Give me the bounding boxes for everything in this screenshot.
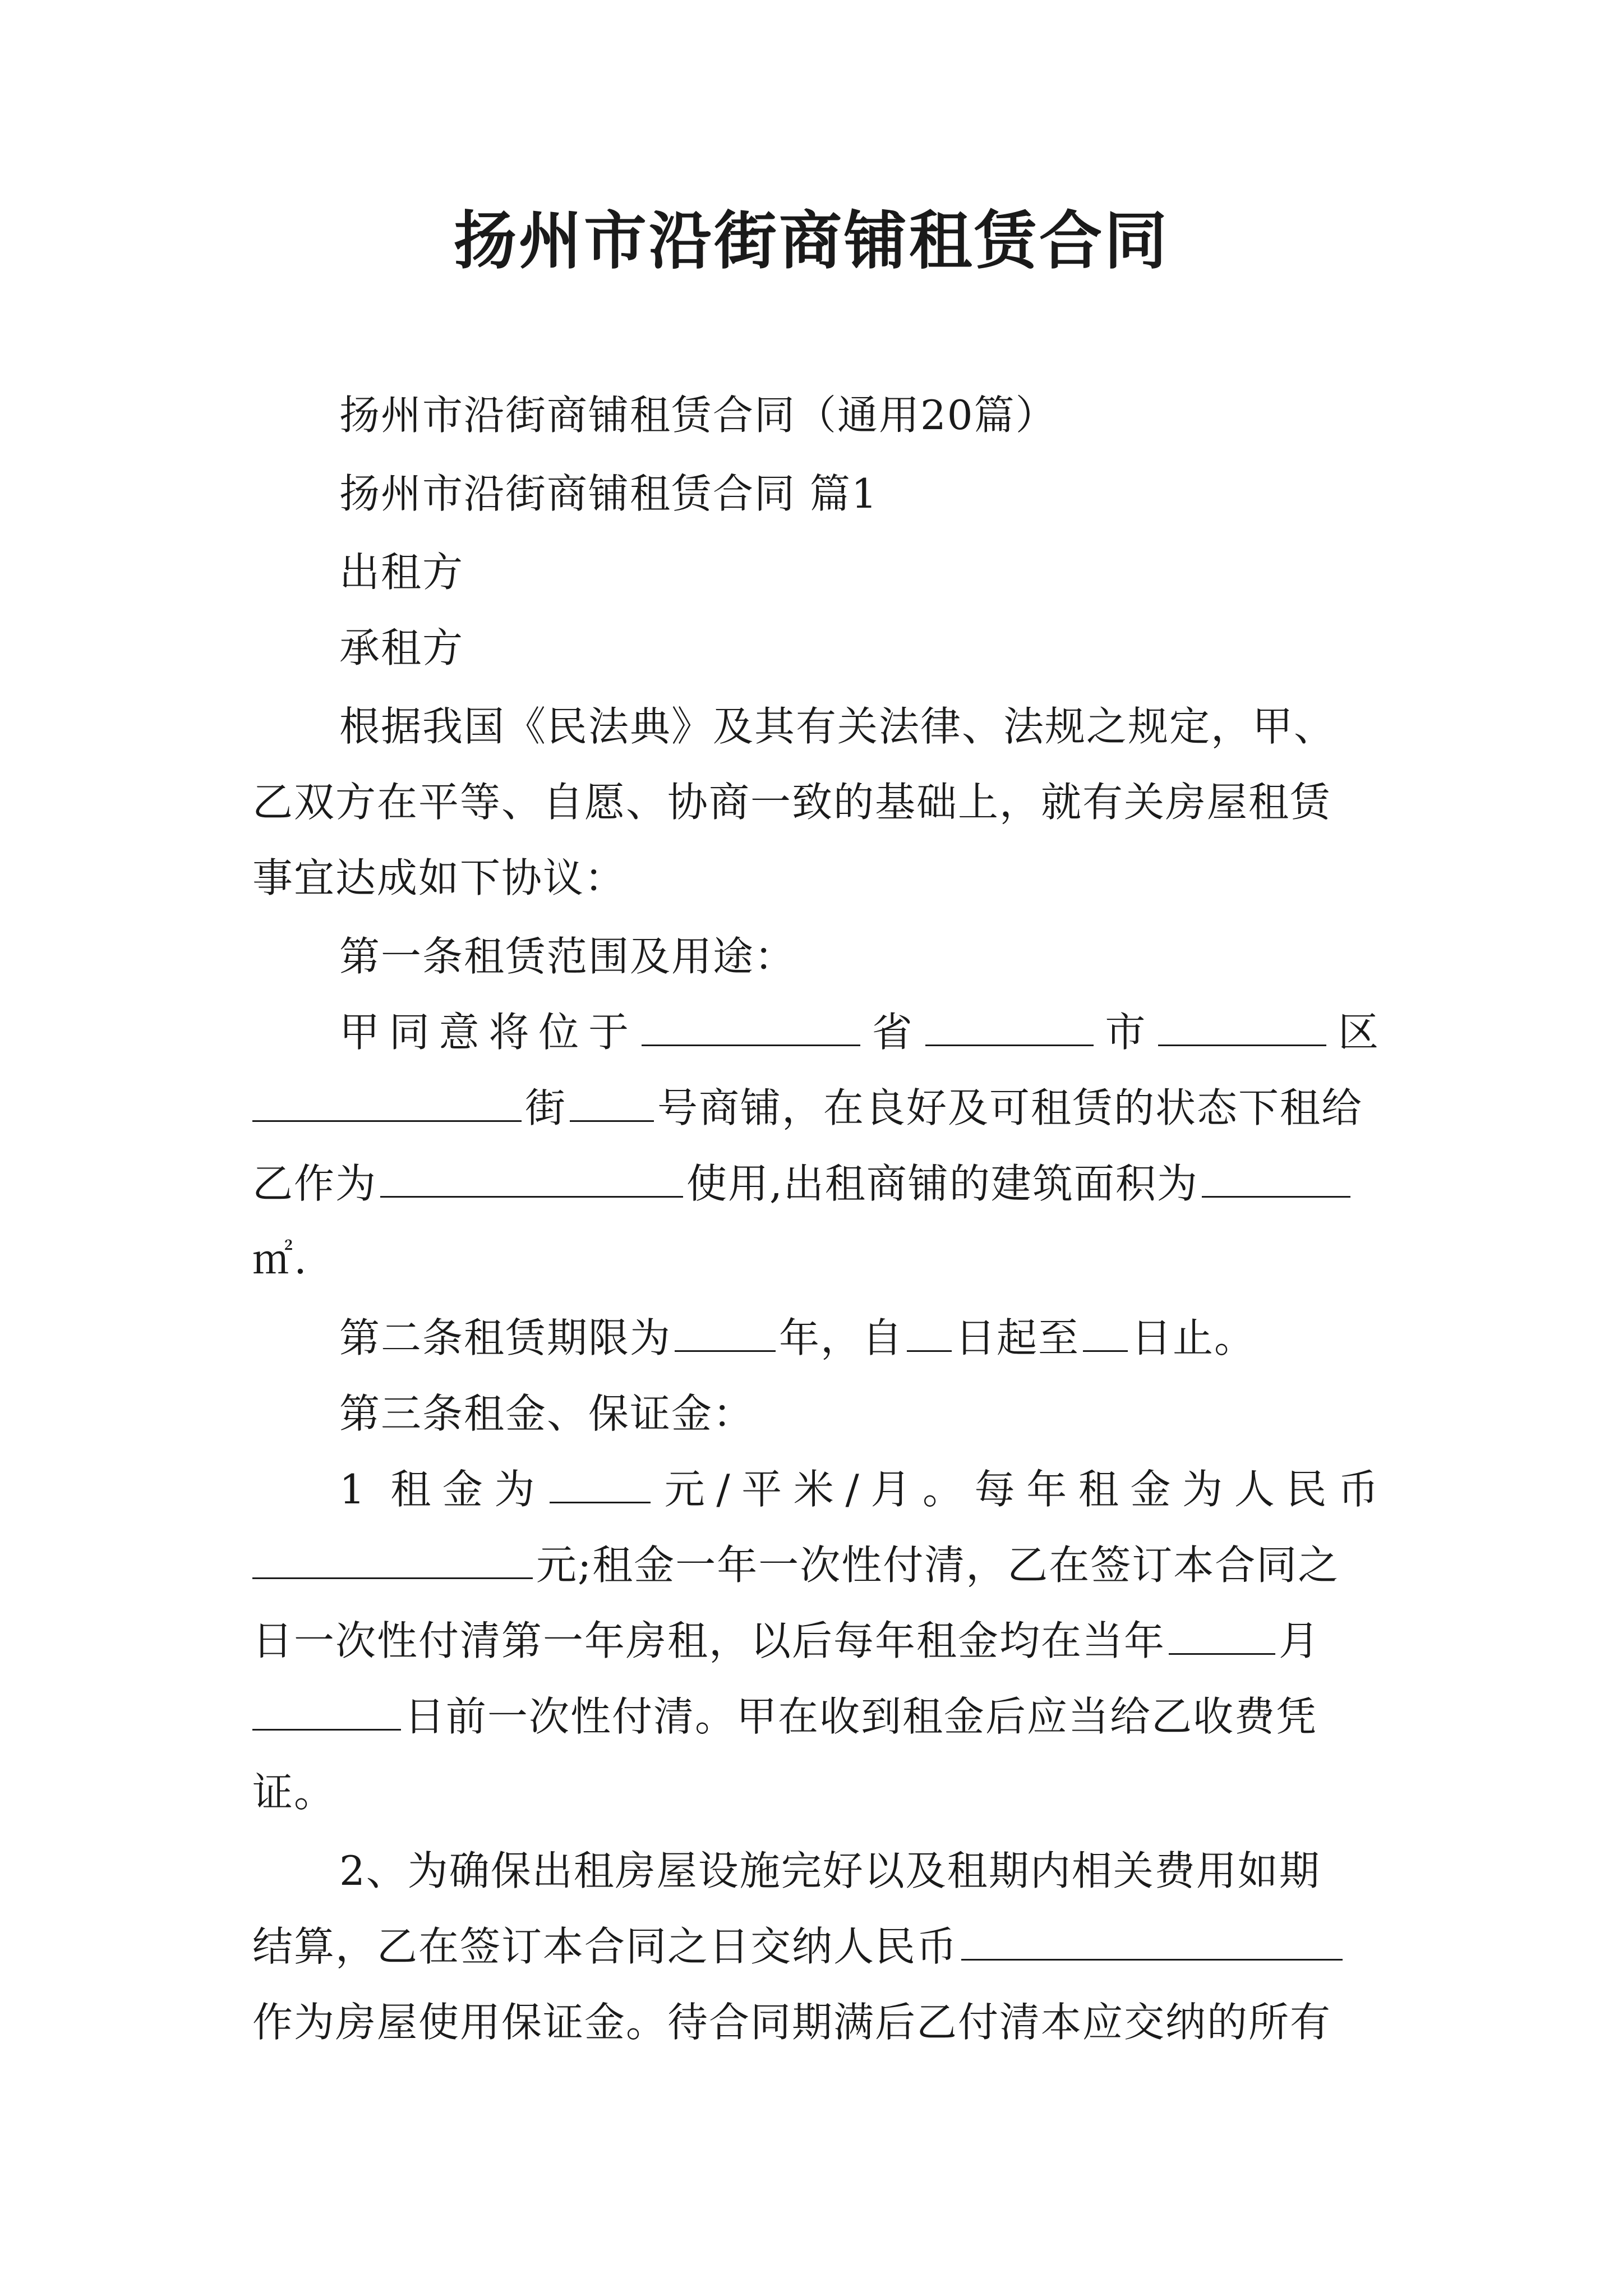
article-1-line-4: ㎡. [252, 1236, 308, 1283]
article-3-heading: 第三条租金、保证金： [339, 1390, 755, 1437]
intro-line-1: 根据我国《民法典》及其有关法律、法规之规定，甲、 [339, 703, 1336, 750]
a1-text-city: 市 [1096, 1009, 1155, 1056]
article-3-2-line-2 [252, 1918, 1346, 1975]
blank-province [642, 1011, 860, 1046]
section-heading: 扬州市沿街商铺租赁合同 篇1 [339, 470, 878, 517]
a2-text-term: 第二条租赁期限为 [339, 1314, 672, 1361]
blank-district [1158, 1011, 1326, 1046]
article-3-line-2 [252, 1537, 1339, 1593]
document-subtitle: 扬州市沿街商铺租赁合同（通用20篇） [339, 392, 1057, 439]
lessor-label: 出租方 [339, 549, 464, 596]
a1-text-shop: 号商铺，在良好及可租赁的状态下租给 [657, 1084, 1363, 1131]
blank-start-day [907, 1317, 952, 1352]
article-3-line-4 [252, 1688, 1317, 1745]
blank-rent-per-sqm [550, 1468, 651, 1503]
article-3-2-line-1: 2、为确保出租房屋设施完好以及租期内相关费用如期 [339, 1847, 1321, 1894]
blank-day [252, 1695, 401, 1731]
blank-number [570, 1087, 654, 1122]
a2-text-from: 年，自 [779, 1314, 904, 1361]
blank-usage [380, 1162, 683, 1198]
a2-text-to: 日起至 [955, 1314, 1080, 1361]
a3-text-month: 月 [1279, 1617, 1321, 1664]
a3-text-receipt: 日前一次性付清。甲在收到租金后应当给乙收费凭 [404, 1693, 1318, 1740]
article-1-line-3 [252, 1156, 1354, 1212]
document-title: 扬州市沿街商铺租赁合同 [454, 204, 1169, 278]
a1-text-located: 甲同意将位于 [339, 1009, 638, 1056]
blank-years [675, 1317, 776, 1352]
article-3-line-1 [339, 1461, 1380, 1517]
a1-text-province: 省 [863, 1009, 922, 1056]
article-3-line-3 [252, 1613, 1320, 1669]
article-3-line-5: 证。 [252, 1769, 336, 1816]
a3-2-text-deposit: 结算，乙在签订本合同之日交纳人民币 [252, 1923, 958, 1970]
a1-text-usage: 乙作为 [252, 1160, 377, 1207]
a1-text-street: 街 [525, 1084, 567, 1131]
article-1-line-2 [252, 1080, 1363, 1136]
intro-line-3: 事宜达成如下协议： [252, 854, 626, 901]
article-1-heading: 第一条租赁范围及用途： [339, 933, 796, 980]
a3-text-first-year: 日一次性付清第一年房租，以后每年租金均在当年 [252, 1617, 1166, 1664]
blank-month [1169, 1619, 1275, 1655]
a2-text-end: 日止。 [1131, 1314, 1256, 1361]
a3-text-payment: 元;租金一年一次性付清，乙在签订本合同之 [536, 1542, 1340, 1589]
blank-annual-rent [252, 1544, 533, 1579]
a3-text-annual: 元/平米/月。每年租金为人民币 [654, 1466, 1380, 1513]
intro-line-2: 乙双方在平等、自愿、协商一致的基础上，就有关房屋租赁 [252, 779, 1332, 826]
article-3-2-line-3: 作为房屋使用保证金。待合同期满后乙付清本应交纳的所有 [252, 1999, 1332, 2046]
lessee-label: 承租方 [339, 624, 464, 671]
article-2-line [339, 1310, 1256, 1366]
article-1-line-1 [339, 1004, 1380, 1060]
a1-text-district: 区 [1330, 1009, 1380, 1056]
blank-end-day [1083, 1317, 1128, 1352]
a3-text-rent: 1 租金为 [339, 1466, 547, 1513]
a1-text-area: 使用,出租商铺的建筑面积为 [686, 1160, 1198, 1207]
blank-area [1202, 1162, 1350, 1198]
blank-street [252, 1087, 522, 1122]
blank-city [925, 1011, 1094, 1046]
blank-deposit [961, 1925, 1343, 1961]
